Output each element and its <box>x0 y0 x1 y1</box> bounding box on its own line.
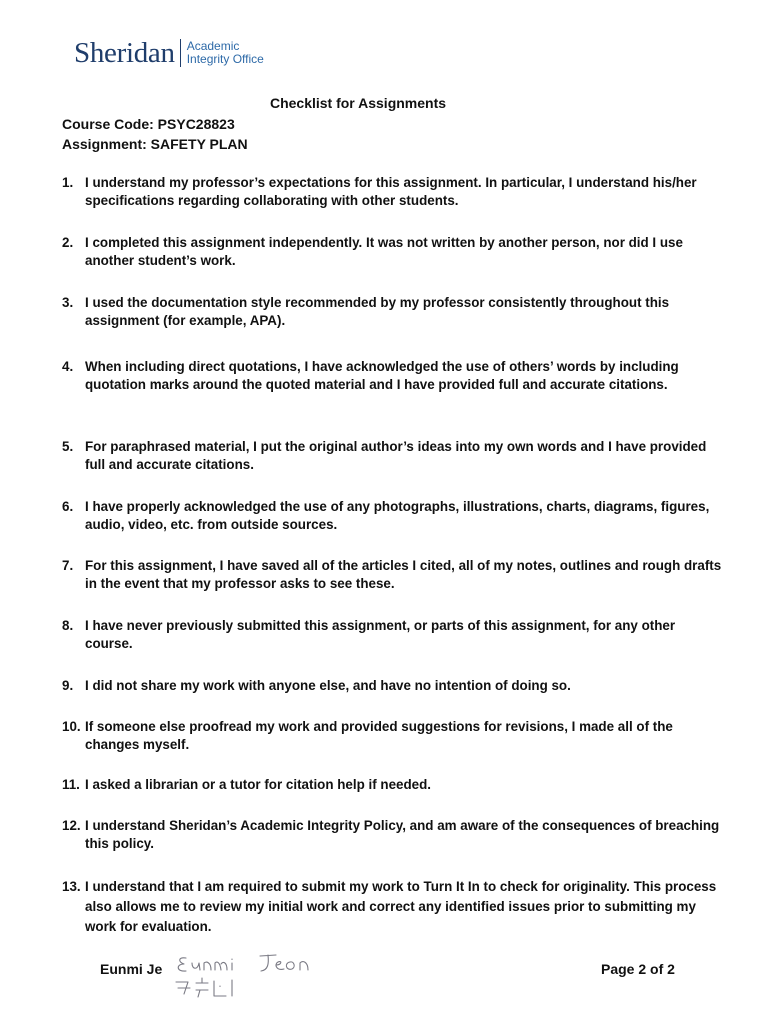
checklist-item-12 <box>62 817 722 853</box>
item-number: 12. <box>62 818 81 833</box>
item-number: 13. <box>62 879 81 894</box>
item-text: I have properly acknowledged the use of any photographs, illustrations, charts, diagrams, figures, audio, video, etc. from outside sources. <box>85 499 710 532</box>
item-number: 4. <box>62 359 74 374</box>
item-text: When including direct quotations, I have acknowledged the use of others’ words by including quotation marks around the quoted material and I have provided full and accurate citations. <box>85 359 679 392</box>
checklist-item-2 <box>62 234 722 270</box>
item-text: For paraphrased material, I put the original author’s ideas into my own words and I have provided full and accurate citations. <box>85 439 707 472</box>
sheridan-logo <box>74 36 264 70</box>
page-number: Page 2 of 2 <box>601 961 675 977</box>
item-text: For this assignment, I have saved all of the articles I cited, all of my notes, outlines and rough drafts in the event that my professor asks to see these. <box>85 558 722 591</box>
course-code: Course Code: PSYC28823 <box>62 116 235 132</box>
checklist-item-7 <box>62 557 722 593</box>
logo-wordmark: Sheridan <box>74 36 175 69</box>
item-number: 9. <box>62 678 74 693</box>
item-text: I understand that I am required to submit my work to Turn It In to check for originality. This process also allows me to review my initial work and correct any identified issues prior to submitting my work for evaluation. <box>85 879 717 934</box>
item-text: I have never previously submitted this assignment, or parts of this assignment, for any other course. <box>85 618 676 651</box>
assignment-name: Assignment: SAFETY PLAN <box>62 136 248 152</box>
logo-subtitle <box>187 40 264 66</box>
item-text: I used the documentation style recommended by my professor consistently throughout this assignment (for example, APA). <box>85 295 670 328</box>
item-number: 7. <box>62 558 74 573</box>
item-number: 6. <box>62 499 74 514</box>
checklist-item-10 <box>62 718 722 754</box>
checklist-item-5 <box>62 438 722 474</box>
checklist-item-6 <box>62 498 722 534</box>
item-number: 3. <box>62 295 74 310</box>
item-text: I completed this assignment independently. It was not written by another person, nor did I use another student’s work. <box>85 235 683 268</box>
item-text: I did not share my work with anyone else, and have no intention of doing so. <box>85 678 571 693</box>
checklist-item-13 <box>62 877 722 937</box>
logo-divider <box>180 39 181 67</box>
document-title: Checklist for Assignments <box>269 95 447 111</box>
checklist-item-8 <box>62 617 722 653</box>
item-text: I understand my professor’s expectations for this assignment. In particular, I understand his/her specifications regarding collaborating with other students. <box>85 175 697 208</box>
item-number: 10. <box>62 719 81 734</box>
item-text: I asked a librarian or a tutor for citation help if needed. <box>85 777 431 792</box>
checklist-item-3 <box>62 294 722 330</box>
checklist-item-1 <box>62 174 722 210</box>
checklist-item-11 <box>62 776 722 794</box>
item-number: 5. <box>62 439 74 454</box>
item-number: 1. <box>62 175 74 190</box>
student-name: Eunmi Je <box>100 961 163 977</box>
item-number: 8. <box>62 618 74 633</box>
item-number: 11. <box>62 777 80 792</box>
checklist-item-9 <box>62 677 722 695</box>
checklist-item-4 <box>62 358 722 394</box>
item-text: I understand Sheridan’s Academic Integrity Policy, and am aware of the consequences of breaching this policy. <box>85 818 720 851</box>
handwritten-signature <box>168 950 338 1010</box>
item-text: If someone else proofread my work and provided suggestions for revisions, I made all of the changes myself. <box>85 719 673 752</box>
logo-subtitle-line1: Academic <box>186 39 240 53</box>
item-number: 2. <box>62 235 74 250</box>
logo-subtitle-line2: Integrity Office <box>186 52 264 66</box>
